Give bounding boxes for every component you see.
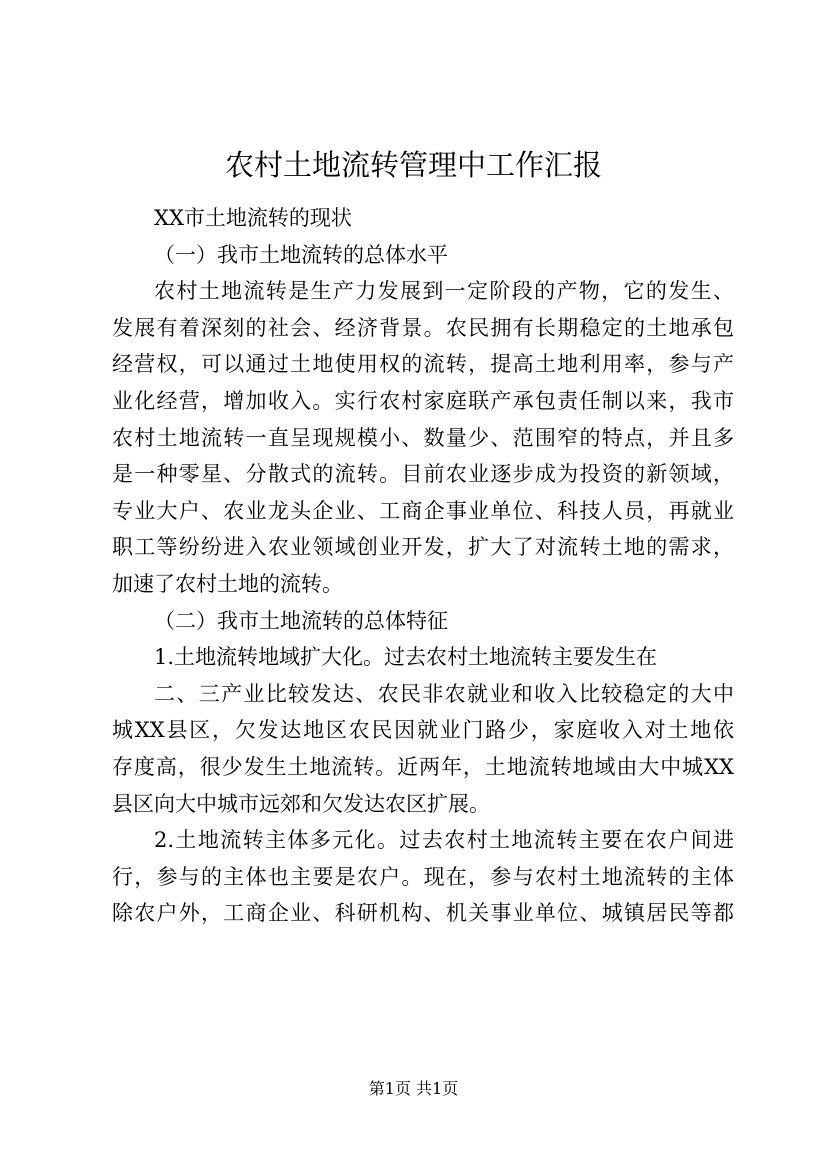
subsection-heading: （二）我市土地流转的总体特征 bbox=[154, 608, 448, 633]
paragraph-line: 除农户外，工商企业、科研机构、机关事业单位、城镇居民等都 bbox=[112, 901, 734, 926]
paragraph-line: 存度高，很少发生土地流转。近两年，土地流转地域由大中城XX bbox=[112, 754, 734, 779]
page-footer: 第1页 共1页 bbox=[368, 1079, 459, 1098]
section-heading: XX市土地流转的现状 bbox=[154, 206, 352, 230]
subsection-heading: （一）我市土地流转的总体水平 bbox=[154, 242, 448, 267]
paragraph-line: 农村土地流转是生产力发展到一定阶段的产物，它的发生、 bbox=[154, 279, 734, 304]
paragraph-line: 加速了农村土地的流转。 bbox=[112, 571, 343, 596]
document-body bbox=[112, 200, 734, 932]
paragraph-line: 业化经营，增加收入。实行农村家庭联产承包责任制以来，我市 bbox=[112, 388, 734, 413]
paragraph-line: 二、三产业比较发达、农民非农就业和收入比较稳定的大中 bbox=[154, 681, 734, 706]
document-title: 农村土地流转管理中工作汇报 bbox=[224, 148, 602, 182]
paragraph-line: 农村土地流转一直呈现规模小、数量少、范围窄的特点，并且多 bbox=[112, 425, 734, 450]
paragraph-line: 县区向大中城市远郊和欠发达农区扩展。 bbox=[112, 791, 490, 816]
paragraph-line: 发展有着深刻的社会、经济背景。农民拥有长期稳定的土地承包 bbox=[112, 315, 734, 340]
paragraph-line: 城XX县区，欠发达地区农民因就业门路少，家庭收入对土地依 bbox=[112, 718, 734, 743]
paragraph-line: 经营权，可以通过土地使用权的流转，提高土地利用率，参与产 bbox=[112, 352, 734, 377]
paragraph-line: 行，参与的主体也主要是农户。现在，参与农村土地流转的主体 bbox=[112, 864, 734, 889]
paragraph-line: 2.土地流转主体多元化。过去农村土地流转主要在农户间进 bbox=[154, 828, 734, 853]
paragraph-line: 职工等纷纷进入农业领域创业开发，扩大了对流转土地的需求， bbox=[112, 535, 734, 560]
paragraph-line: 专业大户、农业龙头企业、工商企事业单位、科技人员，再就业 bbox=[112, 498, 734, 523]
paragraph-line: 1.土地流转地域扩大化。过去农村土地流转主要发生在 bbox=[154, 645, 658, 670]
paragraph-line: 是一种零星、分散式的流转。目前农业逐步成为投资的新领域， bbox=[112, 462, 734, 487]
